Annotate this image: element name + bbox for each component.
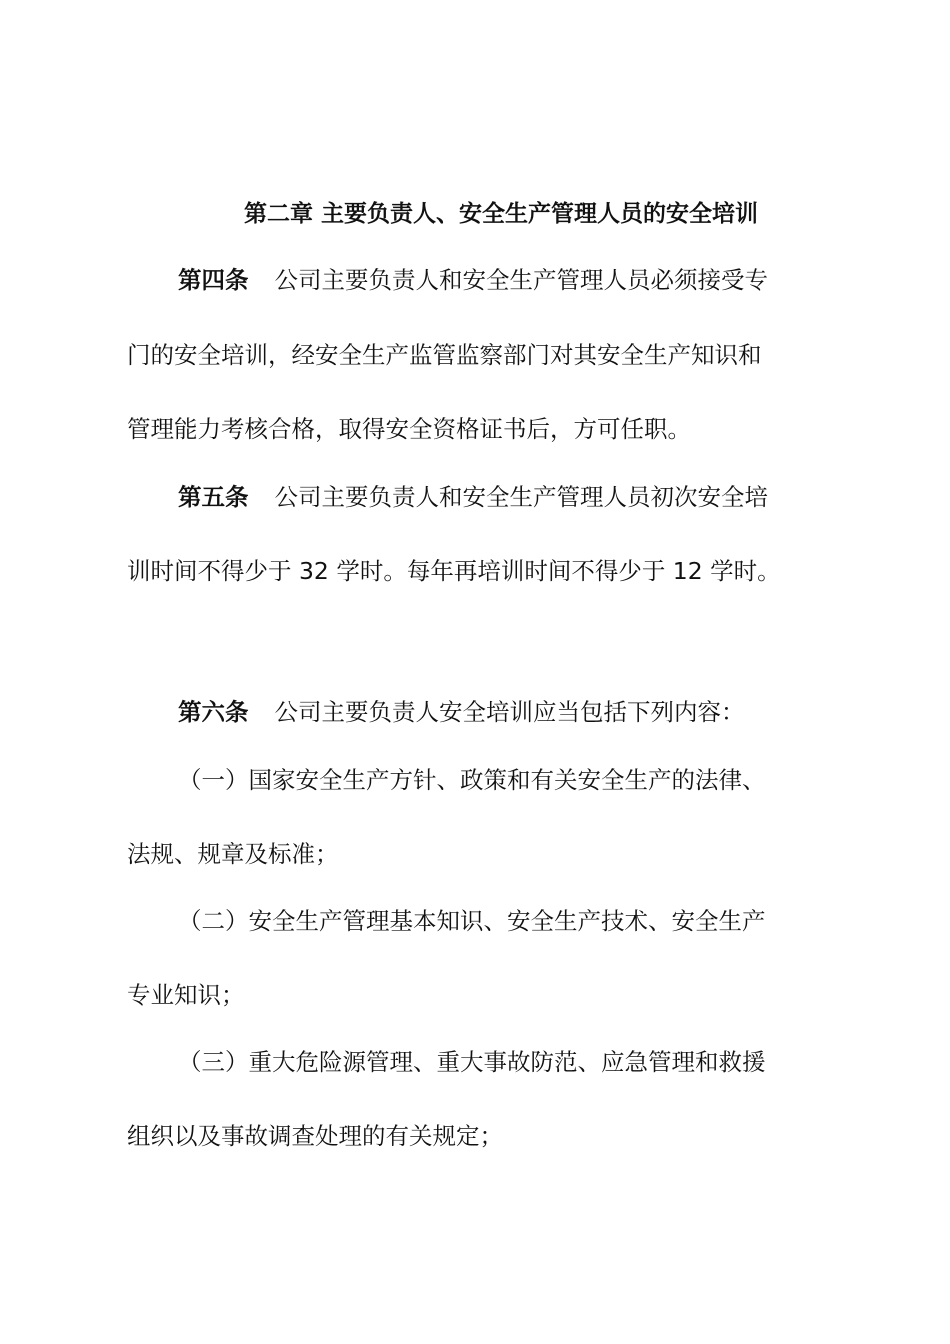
article-5-label: 第五条 xyxy=(178,483,249,511)
article-6-item-2-line-1: （二）安全生产管理基本知识、安全生产技术、安全生产 xyxy=(178,907,766,935)
article-4-first-line xyxy=(178,264,878,296)
article-4-label: 第四条 xyxy=(178,266,249,294)
article-5-text-1: 公司主要负责人和安全生产管理人员初次安全培 xyxy=(274,483,768,511)
article-5-first-line xyxy=(178,481,878,513)
article-4-text-2: 门的安全培训，经安全生产监管监察部门对其安全生产知识和 xyxy=(127,341,762,369)
article-5-text-2: 训时间不得少于 32 学时。每年再培训时间不得少于 12 学时。 xyxy=(127,557,781,585)
article-6-text-1: 公司主要负责人安全培训应当包括下列内容： xyxy=(274,698,745,726)
article-6-label: 第六条 xyxy=(178,698,249,726)
article-6-item-3-line-1: （三）重大危险源管理、重大事故防范、应急管理和救援 xyxy=(178,1048,766,1076)
article-6-item-2-line-2: 专业知识； xyxy=(127,981,245,1009)
article-4-text-3: 管理能力考核合格，取得安全资格证书后，方可任职。 xyxy=(127,415,691,443)
article-6-item-1-line-2: 法规、规章及标准； xyxy=(127,840,339,868)
chapter-title: 第二章 主要负责人、安全生产管理人员的安全培训 xyxy=(243,201,758,227)
article-6-item-1-line-1: （一）国家安全生产方针、政策和有关安全生产的法律、 xyxy=(178,766,766,794)
article-4-text-1: 公司主要负责人和安全生产管理人员必须接受专 xyxy=(274,266,768,294)
article-6-item-3-line-2: 组织以及事故调查处理的有关规定； xyxy=(127,1122,503,1150)
article-6-first-line xyxy=(178,696,878,728)
